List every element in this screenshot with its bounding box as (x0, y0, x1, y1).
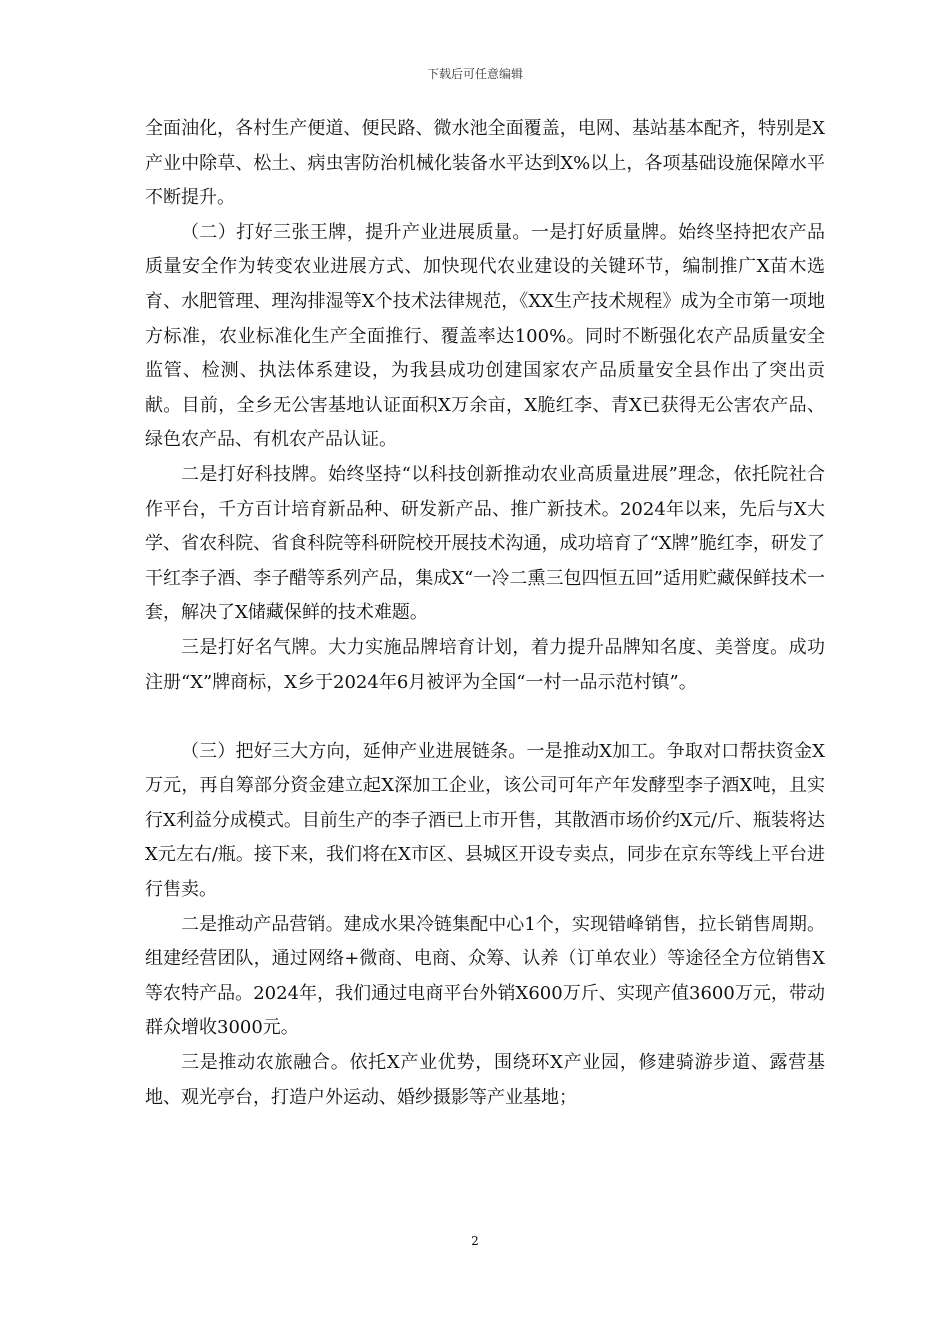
document-body (145, 112, 825, 1115)
page-number: 2 (471, 1234, 479, 1248)
page-header: 下载后可任意编辑 (426, 67, 523, 81)
paragraph-marketing: 二是推动产品营销。建成水果冷链集配中心1个，实现错峰销售，拉长销售周期。组建经营团队，通过网络+微商、电商、众筹、认养（订单农业）等途径全方位销售X等农特产品。2024年，我们通过电商平台外销X600万斤、实现产值3600万元，带动群众增收3000元。 (145, 913, 825, 1039)
paragraph-infrastructure: 全面油化，各村生产便道、便民路、微水池全面覆盖，电网、基站基本配齐，特别是X产业中除草、松土、病虫害防治机械化装备水平达到X%以上，各项基础设施保障水平不断提升。 (145, 118, 825, 209)
paragraph-tech-brand: 二是打好科技牌。始终坚持“以科技创新推动农业高质量进展”理念，依托院社合作平台，千方百计培育新品种、研发新产品、推广新技术。2024年以来，先后与X大学、省农科院、省食科院等科研院校开展技术沟通，成功培育了“X牌”脆红李，研发了干红李子酒、李子醋等系列产品，集成X“一冷二熏三包四恒五回”适用贮藏保鲜技术一套，解决了X储藏保鲜的技术难题。 (145, 463, 825, 624)
paragraph-processing: （三）把好三大方向，延伸产业进展链条。一是推动X加工。争取对口帮扶资金X万元，再自筹部分资金建立起X深加工企业，该公司可年产年发酵型李子酒X吨，且实行X利益分成模式。目前生产的李子酒已上市开售，其散酒市场价约X元/斤、瓶装将达X元左右/瓶。接下来，我们将在X市区、县城区开设专卖点，同步在京东等线上平台进行售卖。 (145, 740, 825, 901)
paragraph-agritourism: 三是推动农旅融合。依托X产业优势，围绕环X产业园，修建骑游步道、露营基地、观光亭台，打造户外运动、婚纱摄影等产业基地； (145, 1052, 825, 1108)
paragraph-fame-brand: 三是打好名气牌。大力实施品牌培育计划，着力提升品牌知名度、美誉度。成功注册“X”牌商标，X乡于2024年6月被评为全国“一村一品示范村镇”。 (145, 636, 825, 693)
paragraph-spacer (145, 700, 825, 735)
paragraph-quality-brand: （二）打好三张王牌，提升产业进展质量。一是打好质量牌。始终坚持把农产品质量安全作为转变农业进展方式、加快现代农业建设的关键环节，编制推广X苗木选育、水肥管理、理沟排湿等X个技术法律规范，《XX生产技术规程》成为全市第一项地方标准，农业标准化生产全面推行、覆盖率达100%。同时不断强化农产品质量安全监管、检测、执法体系建设，为我县成功创建国家农产品质量安全县作出了突出贡献。目前，全乡无公害基地认证面积X万余亩，X脆红李、青X已获得无公害农产品、绿色农产品、有机农产品认证。 (145, 221, 825, 451)
